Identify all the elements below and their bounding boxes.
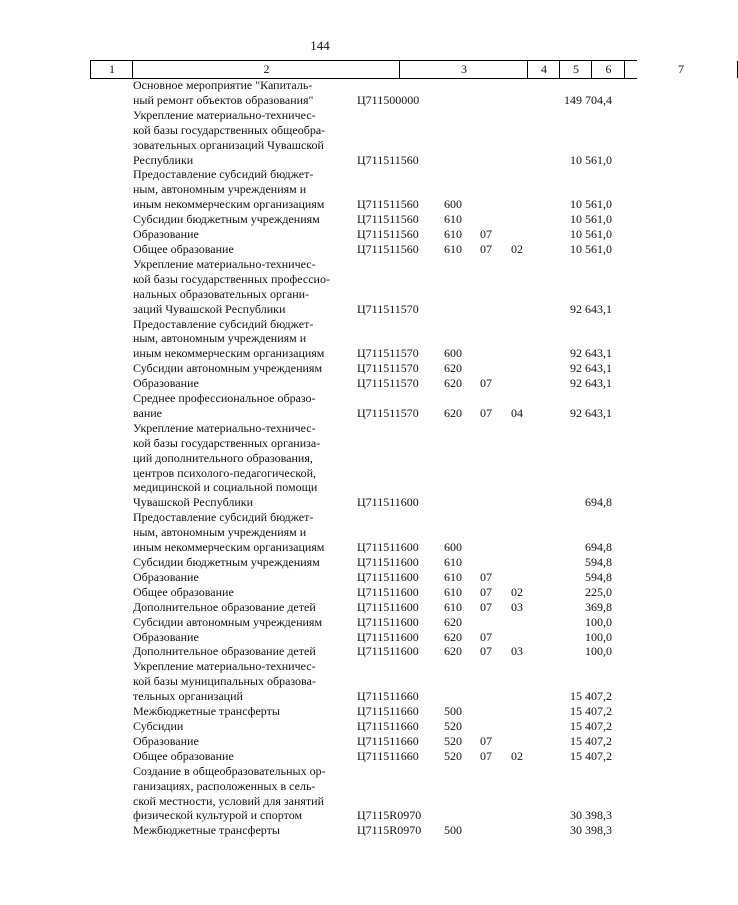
table-row bbox=[0, 317, 640, 362]
column-header-1: 1 bbox=[90, 61, 133, 78]
table-row bbox=[0, 167, 640, 212]
row-name: Межбюджетные трансферты bbox=[133, 823, 280, 838]
table-row bbox=[0, 242, 640, 257]
row-amount: 92 643,1 bbox=[570, 301, 612, 316]
column-header-3: 3 bbox=[399, 61, 528, 78]
row-amount: 10 561,0 bbox=[570, 241, 612, 256]
row-amount: 30 398,3 bbox=[570, 823, 612, 838]
row-section: 07 bbox=[480, 748, 492, 763]
table-row bbox=[0, 257, 640, 317]
row-target-code: Ц711511600 bbox=[357, 569, 419, 584]
row-amount: 92 643,1 bbox=[570, 405, 612, 420]
row-name: Субсидии бюджетным учреждениям bbox=[133, 555, 320, 569]
row-amount: 10 561,0 bbox=[570, 227, 612, 242]
table-row bbox=[0, 615, 640, 630]
row-expense-type: 620 bbox=[444, 376, 462, 391]
row-target-code: Ц7115R0970 bbox=[357, 823, 422, 838]
row-name: Общее образование bbox=[133, 748, 234, 763]
row-amount: 15 407,2 bbox=[570, 704, 612, 719]
row-name: Образование bbox=[133, 569, 199, 584]
column-header-5: 5 bbox=[559, 61, 592, 78]
row-section: 07 bbox=[480, 629, 492, 644]
row-target-code: Ц711511570 bbox=[357, 405, 419, 420]
row-expense-type: 610 bbox=[444, 569, 462, 584]
row-amount: 92 643,1 bbox=[570, 361, 612, 376]
row-expense-type: 620 bbox=[444, 629, 462, 644]
row-target-code: Ц711511600 bbox=[357, 555, 419, 569]
table-row bbox=[0, 823, 640, 838]
row-amount: 15 407,2 bbox=[570, 748, 612, 763]
row-section: 07 bbox=[480, 644, 492, 659]
row-amount: 92 643,1 bbox=[570, 376, 612, 391]
row-amount: 100,0 bbox=[585, 644, 612, 659]
table-row bbox=[0, 391, 640, 421]
table-row bbox=[0, 108, 640, 168]
row-expense-type: 500 bbox=[444, 823, 462, 838]
row-subsection: 02 bbox=[511, 241, 523, 256]
table-header bbox=[90, 60, 684, 79]
row-amount: 100,0 bbox=[585, 629, 612, 644]
row-target-code: Ц711511660 bbox=[357, 689, 419, 704]
row-expense-type: 520 bbox=[444, 748, 462, 763]
row-name: Укрепление материально-техничес- кой базы государственных профессио- нальных образовательных органи- заций Чувашской Республики bbox=[133, 256, 330, 316]
row-name: Укрепление материально-техничес- кой базы государственных общеобра- зовательных организаций Чувашской Республики bbox=[133, 107, 326, 167]
row-target-code: Ц7115R0970 bbox=[357, 808, 422, 823]
row-name: Дополнительное образование детей bbox=[133, 599, 316, 614]
column-header-2: 2 bbox=[132, 61, 400, 78]
row-target-code: Ц711511560 bbox=[357, 241, 419, 256]
row-target-code: Ц711511600 bbox=[357, 629, 419, 644]
table-row bbox=[0, 734, 640, 749]
row-subsection: 04 bbox=[511, 405, 523, 420]
row-amount: 100,0 bbox=[585, 614, 612, 629]
row-name: Субсидии bbox=[133, 718, 184, 733]
row-amount: 15 407,2 bbox=[570, 718, 612, 733]
row-target-code: Ц711511600 bbox=[357, 599, 419, 614]
row-section: 07 bbox=[480, 241, 492, 256]
row-subsection: 02 bbox=[511, 584, 523, 599]
row-expense-type: 610 bbox=[444, 555, 462, 569]
row-target-code: Ц711511570 bbox=[357, 346, 419, 361]
column-header-6: 6 bbox=[591, 61, 625, 78]
row-amount: 694,8 bbox=[585, 495, 612, 510]
row-section: 07 bbox=[480, 405, 492, 420]
row-name: Межбюджетные трансферты bbox=[133, 704, 280, 719]
row-name: Общее образование bbox=[133, 584, 234, 599]
row-target-code: Ц711511600 bbox=[357, 614, 419, 629]
table-row bbox=[0, 585, 640, 600]
row-amount: 15 407,2 bbox=[570, 689, 612, 704]
row-amount: 10 561,0 bbox=[570, 212, 612, 227]
row-target-code: Ц711511660 bbox=[357, 718, 419, 733]
row-name: Образование bbox=[133, 227, 199, 242]
row-name: Образование bbox=[133, 376, 199, 391]
table-row bbox=[0, 749, 640, 764]
row-subsection: 03 bbox=[511, 599, 523, 614]
row-name: Укрепление материально-техничес- кой базы муниципальных образова- тельных организаций bbox=[133, 659, 316, 704]
row-target-code: Ц711511660 bbox=[357, 748, 419, 763]
row-expense-type: 600 bbox=[444, 346, 462, 361]
row-expense-type: 610 bbox=[444, 584, 462, 599]
row-expense-type: 610 bbox=[444, 599, 462, 614]
row-name: Субсидии автономным учреждениям bbox=[133, 614, 323, 629]
row-expense-type: 610 bbox=[444, 212, 462, 227]
table-row bbox=[0, 361, 640, 376]
table-row bbox=[0, 570, 640, 585]
row-target-code: Ц711511600 bbox=[357, 540, 419, 555]
row-target-code: Ц711511560 bbox=[357, 227, 419, 242]
table-row bbox=[0, 78, 640, 108]
row-target-code: Ц711511660 bbox=[357, 704, 419, 719]
table-row bbox=[0, 644, 640, 659]
row-target-code: Ц711511660 bbox=[357, 733, 419, 748]
row-target-code: Ц711511600 bbox=[357, 584, 419, 599]
row-amount: 369,8 bbox=[585, 599, 612, 614]
row-subsection: 02 bbox=[511, 748, 523, 763]
row-amount: 594,8 bbox=[585, 569, 612, 584]
row-target-code: Ц711511600 bbox=[357, 495, 419, 510]
table-row bbox=[0, 212, 640, 227]
row-expense-type: 620 bbox=[444, 614, 462, 629]
row-amount: 149 704,4 bbox=[564, 92, 612, 107]
row-name: Основное мероприятие "Капиталь- ный ремонт объектов образования" bbox=[133, 78, 314, 107]
table-row bbox=[0, 764, 640, 824]
row-expense-type: 620 bbox=[444, 361, 462, 376]
row-section: 07 bbox=[480, 584, 492, 599]
row-section: 07 bbox=[480, 227, 492, 242]
row-target-code: Ц711511570 bbox=[357, 361, 419, 376]
row-name: Предоставление субсидий бюджет- ным, автономным учреждениям и иным некоммерческим организациям bbox=[133, 167, 325, 212]
row-expense-type: 520 bbox=[444, 733, 462, 748]
row-expense-type: 610 bbox=[444, 227, 462, 242]
row-name: Укрепление материально-техничес- кой базы государственных организа- ций дополнительного образования, центров психолого-педагогической, медицинской и социальной помощи Чувашской Республики bbox=[133, 420, 321, 510]
row-name: Предоставление субсидий бюджет- ным, автономным учреждениям и иным некоммерческим организациям bbox=[133, 316, 325, 361]
row-amount: 225,0 bbox=[585, 584, 612, 599]
page-number: 144 bbox=[310, 38, 330, 53]
table-row bbox=[0, 719, 640, 734]
row-target-code: Ц711511560 bbox=[357, 152, 419, 167]
row-name: Предоставление субсидий бюджет- ным, автономным учреждениям и иным некоммерческим организациям bbox=[133, 510, 325, 555]
row-amount: 30 398,3 bbox=[570, 808, 612, 823]
table-row bbox=[0, 421, 640, 510]
row-name: Создание в общеобразовательных ор- ганизациях, расположенных в сель- ской местности, условий для занятий физической культурой и спортом bbox=[133, 763, 326, 823]
row-section: 07 bbox=[480, 569, 492, 584]
table-row bbox=[0, 704, 640, 719]
table-row bbox=[0, 600, 640, 615]
row-expense-type: 500 bbox=[444, 704, 462, 719]
table-row bbox=[0, 227, 640, 242]
row-section: 07 bbox=[480, 599, 492, 614]
row-amount: 594,8 bbox=[585, 555, 612, 569]
row-name: Общее образование bbox=[133, 241, 234, 256]
row-target-code: Ц711511570 bbox=[357, 301, 419, 316]
row-name: Субсидии бюджетным учреждениям bbox=[133, 212, 320, 227]
column-header-4: 4 bbox=[527, 61, 560, 78]
row-section: 07 bbox=[480, 376, 492, 391]
table-row bbox=[0, 510, 640, 555]
row-amount: 10 561,0 bbox=[570, 197, 612, 212]
row-amount: 92 643,1 bbox=[570, 346, 612, 361]
row-name: Образование bbox=[133, 629, 199, 644]
row-name: Образование bbox=[133, 733, 199, 748]
row-subsection: 03 bbox=[511, 644, 523, 659]
table-row bbox=[0, 630, 640, 645]
row-name: Среднее профессиональное образо- вание bbox=[133, 391, 316, 420]
table-row bbox=[0, 555, 640, 570]
table-row bbox=[0, 376, 640, 391]
row-expense-type: 620 bbox=[444, 405, 462, 420]
row-section: 07 bbox=[480, 733, 492, 748]
row-target-code: Ц711511560 bbox=[357, 197, 419, 212]
row-amount: 694,8 bbox=[585, 540, 612, 555]
table-row bbox=[0, 659, 640, 704]
row-name: Субсидии автономным учреждениям bbox=[133, 361, 323, 376]
row-amount: 10 561,0 bbox=[570, 152, 612, 167]
row-expense-type: 600 bbox=[444, 197, 462, 212]
row-target-code: Ц711511600 bbox=[357, 644, 419, 659]
row-expense-type: 520 bbox=[444, 718, 462, 733]
row-expense-type: 610 bbox=[444, 241, 462, 256]
row-target-code: Ц711500000 bbox=[357, 92, 420, 107]
row-target-code: Ц711511560 bbox=[357, 212, 419, 227]
row-amount: 15 407,2 bbox=[570, 733, 612, 748]
budget-table-body bbox=[0, 78, 640, 838]
row-name: Дополнительное образование детей bbox=[133, 644, 316, 659]
row-expense-type: 620 bbox=[444, 644, 462, 659]
row-target-code: Ц711511570 bbox=[357, 376, 419, 391]
row-expense-type: 600 bbox=[444, 540, 462, 555]
column-header-7: 7 bbox=[624, 61, 738, 78]
